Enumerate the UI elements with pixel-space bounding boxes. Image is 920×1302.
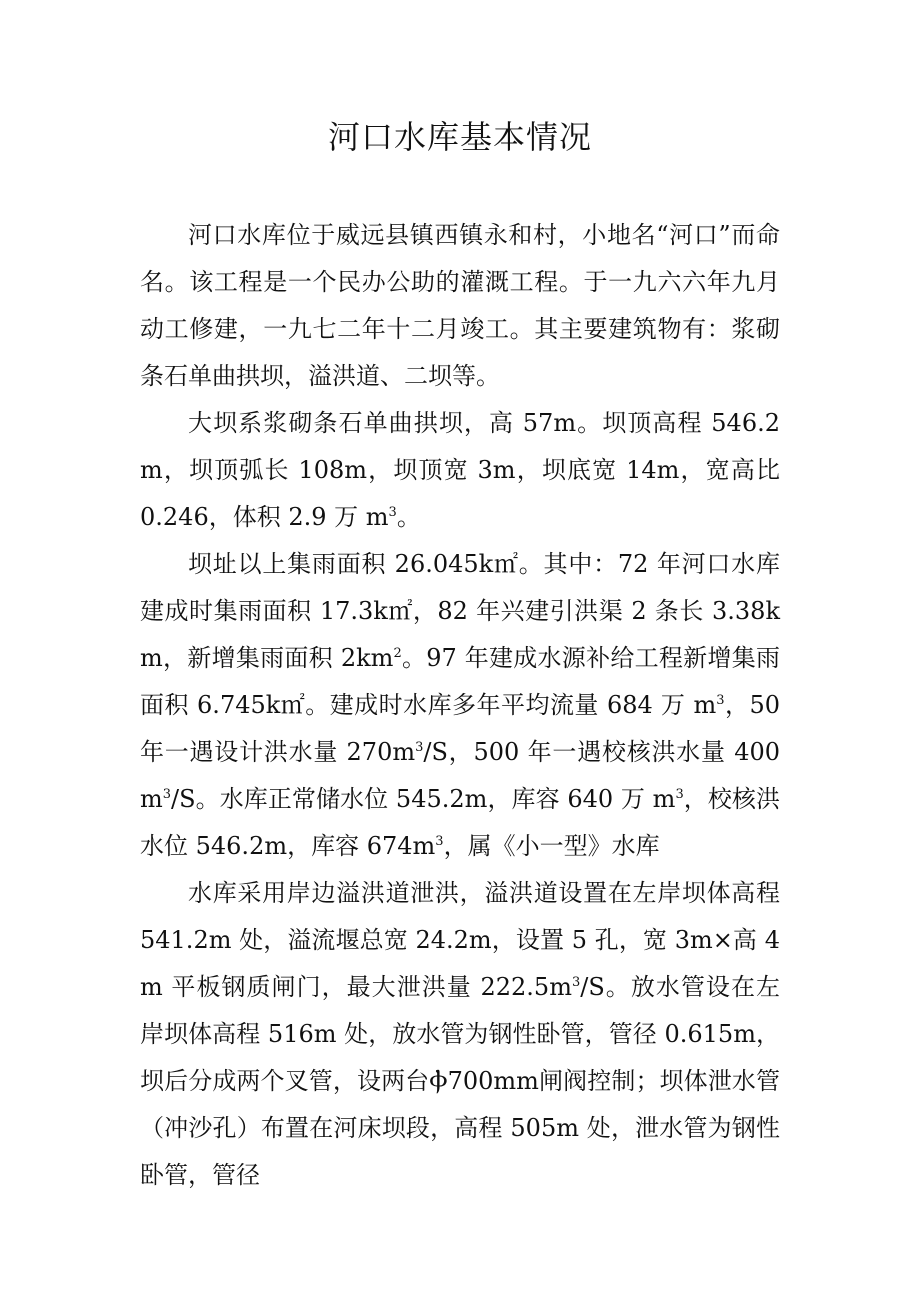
paragraph-text: 大坝系浆砌条石单曲拱坝，高 57m。坝顶高程 546.2m，坝顶弧长 108m，坝顶宽 3m，坝底宽 14m，宽高比 0.246，体积 2.9 万 m — [140, 409, 780, 531]
superscript: 3 — [435, 834, 444, 849]
superscript: 3 — [716, 693, 725, 708]
paragraph-text: ，属《小一型》水库 — [443, 832, 660, 860]
paragraph-text: /S，500 年一遇校核洪水量 400m — [140, 738, 780, 813]
paragraph-1 — [140, 212, 780, 400]
page-title: 河口水库基本情况 — [327, 118, 592, 156]
paragraph-text: 。 — [396, 503, 421, 531]
paragraph-text: 坝址以上集雨面积 26.045k㎡。其中：72 年河口水库建成时集雨面积 17.3k㎡，82 年兴建引洪渠 2 条长 3.38km，新增集雨面积 2km — [140, 550, 780, 672]
paragraph-2 — [140, 400, 780, 541]
paragraph-text: ，校核洪水位 546.2m，库容 674m — [140, 785, 781, 860]
paragraph-text: /S。水库正常储水位 545.2m，库容 640 万 m — [171, 785, 676, 813]
superscript: 3 — [162, 787, 172, 802]
superscript: 3 — [675, 787, 684, 802]
paragraph-4 — [140, 870, 780, 1199]
paragraph-text: ，50 年一遇设计洪水量 270m — [140, 691, 780, 766]
superscript: 3 — [388, 505, 397, 520]
superscript: 3 — [571, 975, 581, 990]
paragraph-text: 水库采用岸边溢洪道泄洪，溢洪道设置在左岸坝体高程 541.2m 处，溢流堰总宽 24.2m，设置 5 孔，宽 3m×高 4m 平板钢质闸门，最大泄洪量 222.5m — [140, 879, 780, 1001]
superscript: 2 — [393, 646, 402, 661]
paragraph-text: 。97 年建成水源补给工程新增集雨面积 6.745k㎡。建成时水库多年平均流量 684 万 m — [140, 644, 780, 719]
document-body — [140, 212, 780, 1199]
paragraph-text: /S。放水管设在左岸坝体高程 516m 处，放水管为钢性卧管，管径 0.615m，坝后分成两个叉管，设两台Ⲫ700mm闸阀控制；坝体泄水管（冲沙孔）布置在河床坝段，高程 505m 处，泄水管为钢性卧管，管径 — [140, 973, 780, 1189]
superscript: 3 — [415, 740, 424, 755]
paragraph-3 — [140, 541, 780, 870]
paragraph-text: 河口水库位于威远县镇西镇永和村，小地名“河口”而命名。该工程是一个民办公助的灌溉工程。于一九六六年九月动工修建，一九七二年十二月竣工。其主要建筑物有：浆砌条石单曲拱坝，溢洪道、二坝等。 — [140, 221, 780, 390]
